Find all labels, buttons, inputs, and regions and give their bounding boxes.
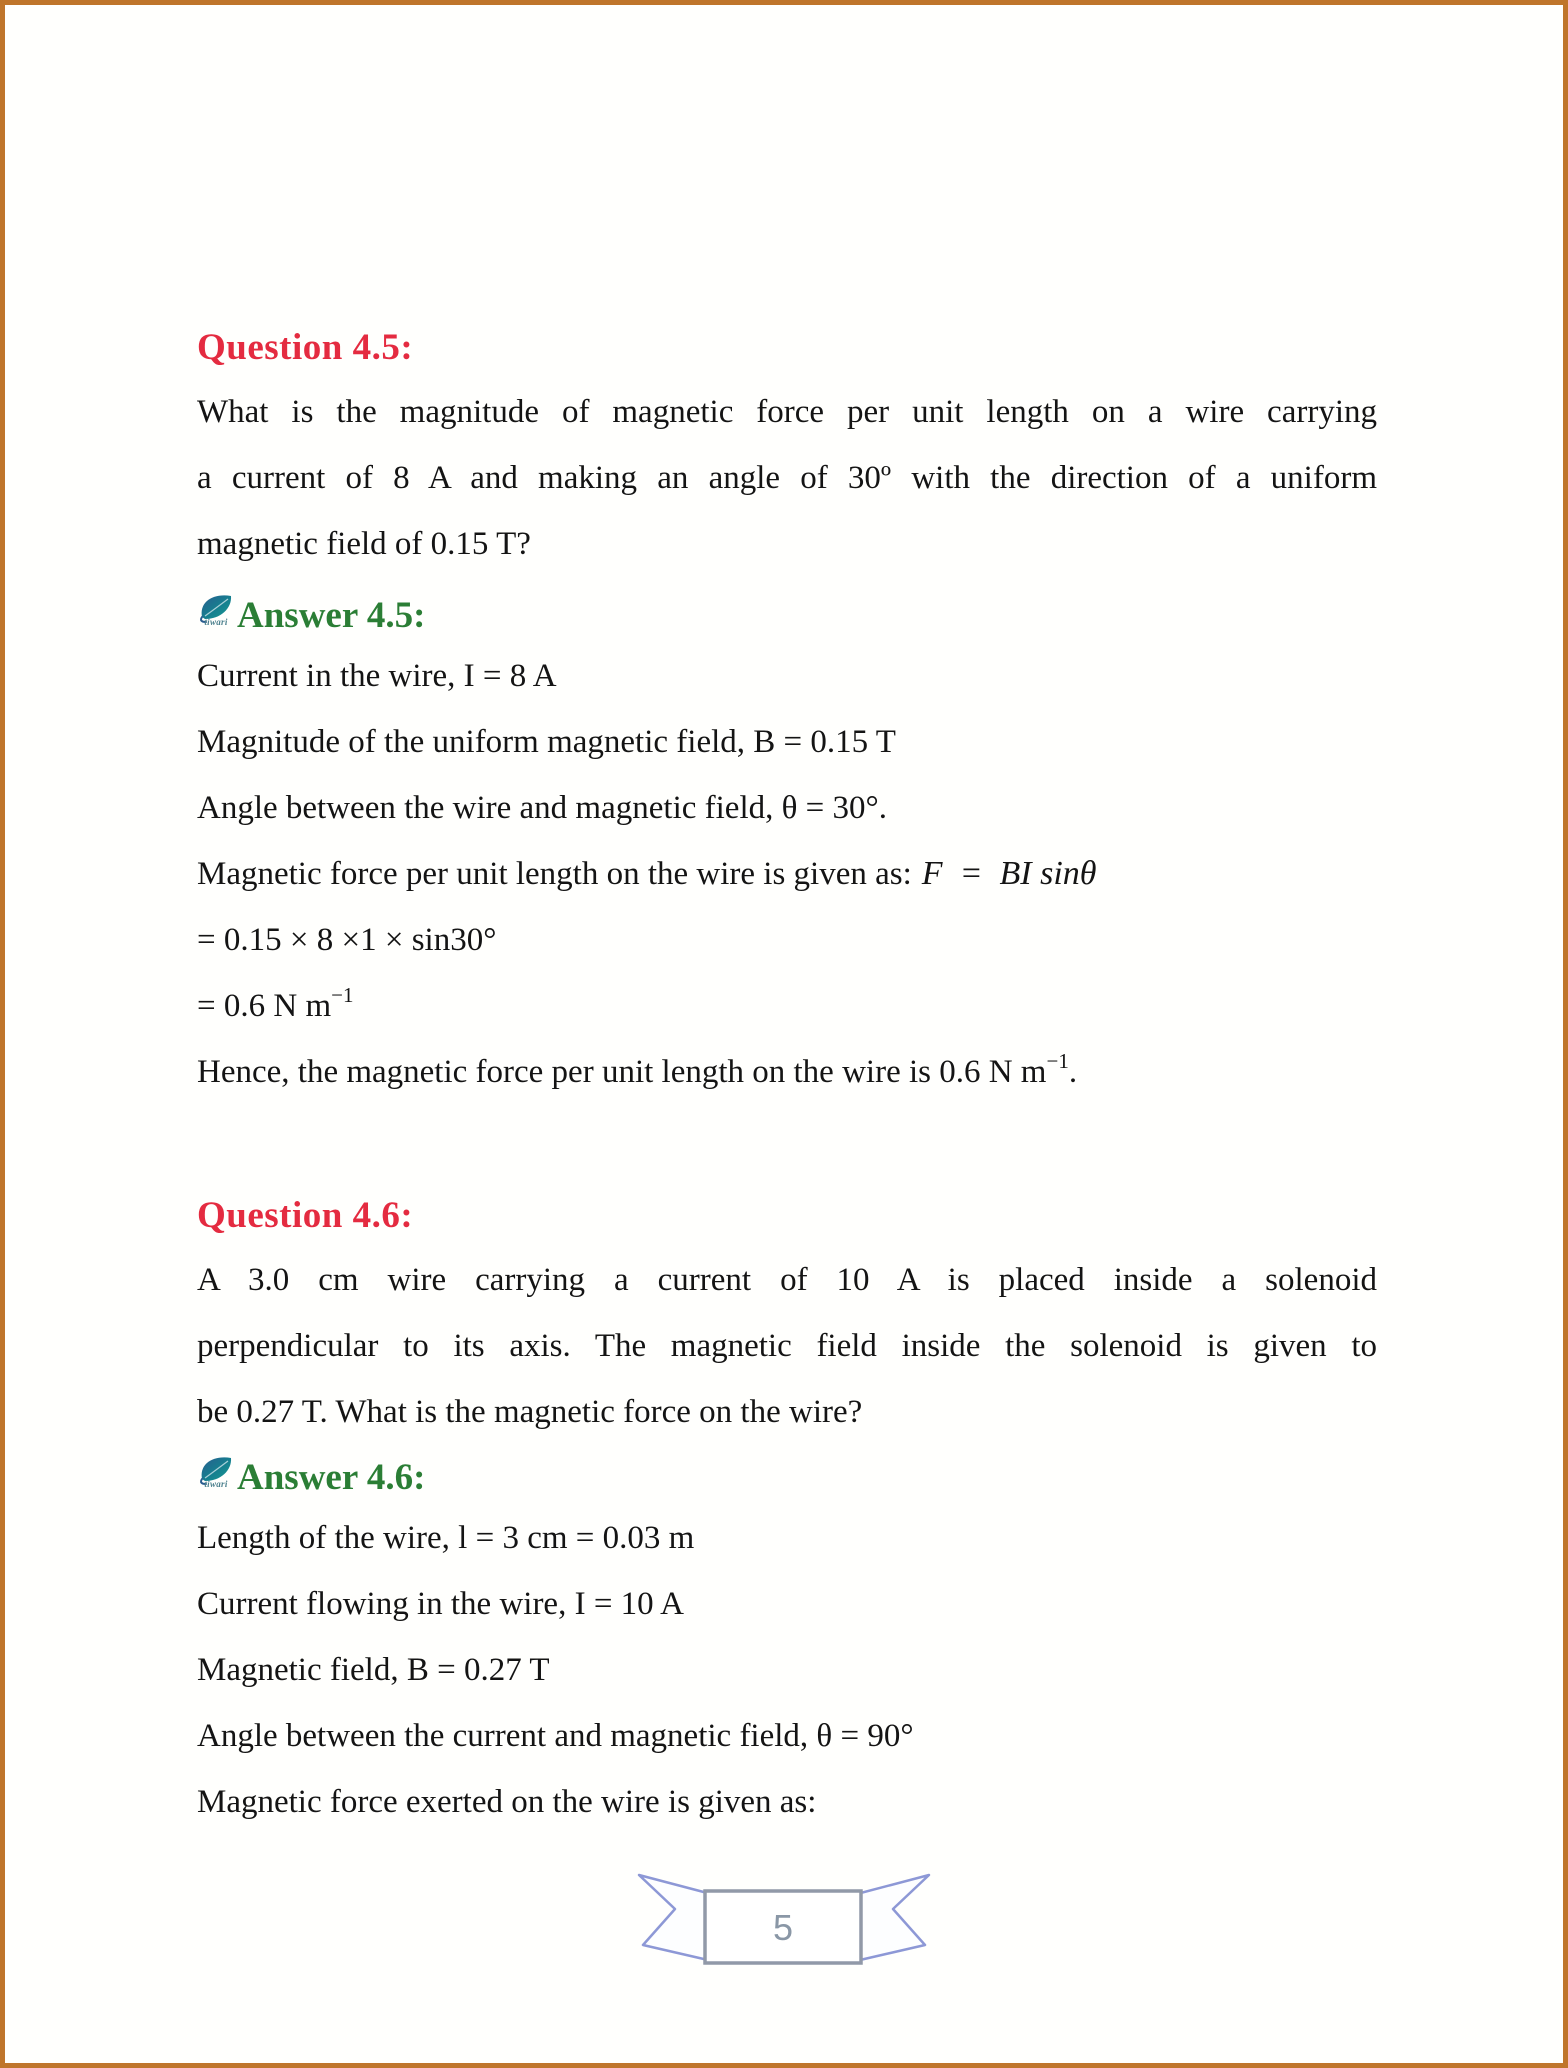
text-line: Angle between the current and magnetic field, θ = 90°: [197, 1718, 914, 1754]
superscript: −1: [1046, 1049, 1069, 1073]
question-4-5-heading: Question 4.5:: [197, 327, 414, 368]
page-content: [5, 323, 1563, 1835]
text-segment: Magnetic force per unit length on the wire is given as:: [197, 856, 912, 892]
text-line: Length of the wire, l = 3 cm = 0.03 m: [197, 1520, 695, 1556]
tiwari-academy-leaf-icon: [195, 1455, 237, 1489]
text-line: perpendicular to its axis. The magnetic field inside the solenoid is given to: [197, 1328, 1377, 1364]
calculation-line: = 0.15 × 8 ×1 × sin30°: [197, 922, 497, 958]
math-formula: F = BI sinθ: [921, 855, 1097, 892]
superscript: −1: [331, 983, 354, 1007]
text-line: What is the magnitude of magnetic force per unit length on a wire carrying: [197, 394, 1377, 430]
answer-4-5-heading: [197, 591, 1377, 641]
answer-4-6-heading: [197, 1453, 1377, 1503]
answer-4-6-text: [197, 1505, 1377, 1835]
answer-4-5-text: [197, 643, 1377, 1105]
text-line: Angle between the wire and magnetic field, θ = 30°.: [197, 790, 887, 826]
conclusion-line: [197, 1039, 1377, 1105]
page-footer: [5, 1865, 1563, 1974]
text-segment: .: [1068, 1054, 1078, 1090]
page-number-ribbon: [629, 1865, 939, 1969]
text-line: Current flowing in the wire, I = 10 A: [197, 1586, 684, 1622]
text-segment: = 0.6 N m: [197, 988, 332, 1024]
question-4-6-text: [197, 1247, 1377, 1445]
logo-wordmark: tiwari: [204, 1479, 228, 1489]
page-number: 5: [772, 1907, 794, 1948]
text-line: magnetic field of 0.15 T?: [197, 526, 531, 562]
text-line: A 3.0 cm wire carrying a current of 10 A is placed inside a solenoid: [197, 1262, 1377, 1298]
answer-4-6-label: Answer 4.6:: [237, 1457, 426, 1498]
text-line: a current of 8 A and making an angle of 30º with the direction of a uniform: [197, 460, 1377, 496]
text-line: Current in the wire, I = 8 A: [197, 658, 557, 694]
text-line: Magnetic field, B = 0.27 T: [197, 1652, 550, 1688]
question-4-6-heading: Question 4.6:: [197, 1195, 414, 1236]
formula-line: [197, 841, 1377, 907]
text-line: be 0.27 T. What is the magnetic force on the wire?: [197, 1394, 863, 1430]
logo-wordmark: tiwari: [204, 617, 228, 627]
text-segment: Hence, the magnetic force per unit length on the wire is 0.6 N m: [197, 1054, 1047, 1090]
tiwari-academy-leaf-icon: [195, 593, 237, 627]
question-4-5-text: [197, 379, 1377, 577]
text-line: Magnitude of the uniform magnetic field, B = 0.15 T: [197, 724, 896, 760]
result-line: [197, 973, 1377, 1039]
text-line: Magnetic force exerted on the wire is given as:: [197, 1784, 817, 1820]
answer-4-5-label: Answer 4.5:: [237, 595, 426, 636]
